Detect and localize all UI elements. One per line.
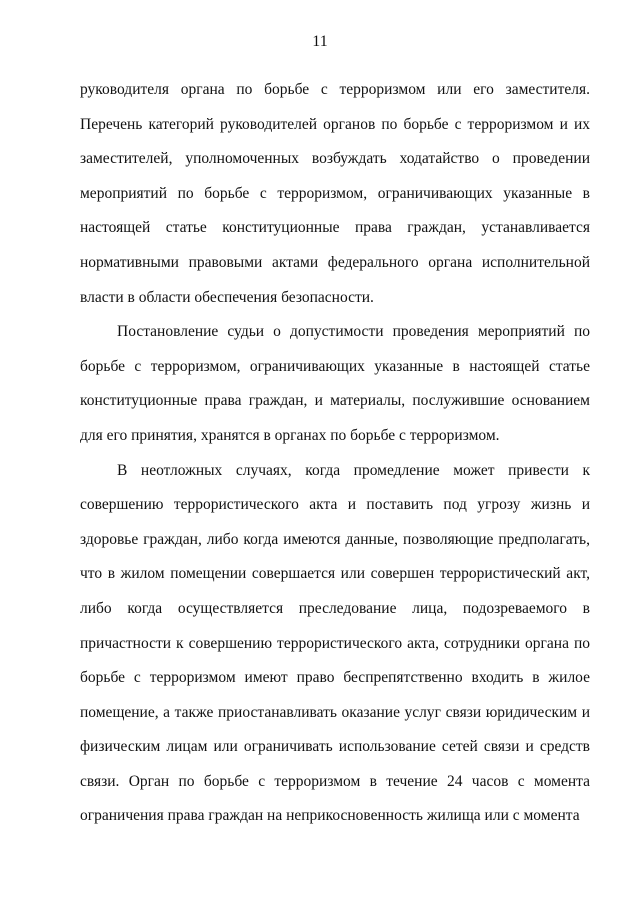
document-body (80, 73, 590, 834)
page-number: 11 (312, 33, 328, 50)
paragraph-urgent-cases: В неотложных случаях, когда промедление может привести к совершению террористического акта и поставить под угрозу жизнь и здоровье граждан, либо когда имеются данные, позволяющие предполагать, что в жилом помещении совершается или совершен террористический акт, либо когда осуществляется преследование лица, подозреваемого в причастности к совершению террористического акта, сотрудники органа по борьбе с терроризмом имеют право беспрепятственно входить в жилое помещение, а также приостанавливать оказание услуг связи юридическим и физическим лицам или ограничивать использование сетей связи и средств связи. Орган по борьбе с терроризмом в течение 24 часов с момента ограничения права граждан на неприкосновенность жилища или с момента (80, 461, 590, 825)
paragraph-continuation: руководителя органа по борьбе с терроризмом или его заместителя. Перечень категорий руководителей органов по борьбе с терроризмом и их заместителей, уполномоченных возбуждать ходатайство о проведении мероприятий по борьбе с терроризмом, ограничивающих указанные в настоящей статье конституционные права граждан, устанавливается нормативными правовыми актами федерального органа исполнительной власти в области обеспечения безопасности. (80, 81, 590, 306)
paragraph-judge-ruling: Постановление судьи о допустимости проведения мероприятий по борьбе с терроризмом, ограничивающих указанные в настоящей статье конституционные права граждан, и материалы, послужившие основанием для его принятия, хранятся в органах по борьбе с терроризмом. (80, 323, 590, 444)
